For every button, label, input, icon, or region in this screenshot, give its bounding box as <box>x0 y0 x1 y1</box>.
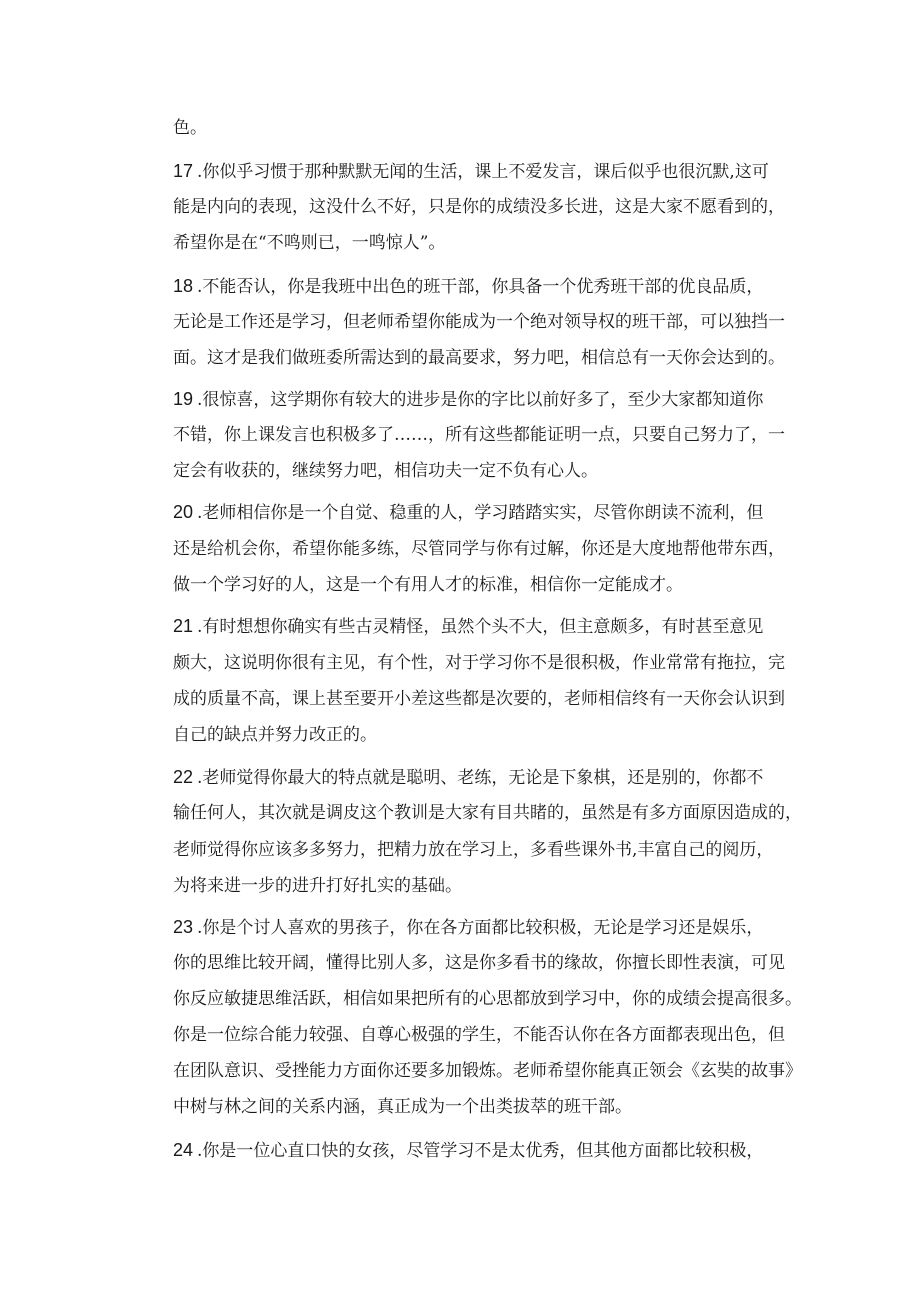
entry-21-line-3: 成的质量不高，课上甚至要开小差这些都是次要的，老师相信终有一天你会认识到 <box>173 689 785 709</box>
entry-number: 19 <box>173 389 194 409</box>
entry-17-line-1: 17 .你似乎习惯于那种默默无闻的生活，课上不爱发言，课后似乎也很沉默,这可 <box>173 161 769 182</box>
entry-number: 18 <box>173 276 194 296</box>
entry-17-line-3: 希望你是在“不鸣则已，一鸣惊人”。 <box>173 233 446 253</box>
entry-19-line-2: 不错，你上课发言也积极多了……，所有这些都能证明一点，只要自己努力了，一 <box>173 425 785 445</box>
entry-23-line-1: 23 .你是个讨人喜欢的男孩子，你在各方面都比较积极，无论是学习还是娱乐， <box>173 917 764 938</box>
entry-18-line-1: 18 .不能否认，你是我班中出色的班干部，你具备一个优秀班干部的优良品质， <box>173 276 764 297</box>
entry-23-line-4: 你是一位综合能力较强、自尊心极强的学生，不能否认你在各方面都表现出色，但 <box>173 1025 785 1045</box>
entry-24-line-1: 24 .你是一位心直口快的女孩，尽管学习不是太优秀，但其他方面都比较积极， <box>173 1140 764 1161</box>
entry-19-line-3: 定会有收获的，继续努力吧，相信功夫一定不负有心人。 <box>173 461 598 481</box>
entry-number: 23 <box>173 917 194 937</box>
entry-number: 22 <box>173 767 194 787</box>
entry-18-line-3: 面。这才是我们做班委所需达到的最高要求，努力吧，相信总有一天你会达到的。 <box>173 348 785 368</box>
entry-23-line-5: 在团队意识、受挫能力方面你还要多加锻炼。老师希望你能真正领会《玄奘的故事》 <box>173 1061 802 1081</box>
entry-22-line-4: 为将来进一步的进升打好扎实的基础。 <box>173 876 462 896</box>
entry-number: 17 <box>173 161 194 181</box>
entry-22-line-3: 老师觉得你应该多多努力，把精力放在学习上，多看些课外书,丰富自己的阅历， <box>173 840 774 860</box>
entry-23-line-3: 你反应敏捷思维活跃，相信如果把所有的心思都放到学习中，你的成绩会提高很多。 <box>173 989 802 1009</box>
lead-line: 色。 <box>173 118 207 138</box>
entry-20-line-1: 20 .老师相信你是一个自觉、稳重的人，学习踏踏实实，尽管你朗读不流利，但 <box>173 502 764 523</box>
entry-18-line-2: 无论是工作还是学习，但老师希望你能成为一个绝对领导权的班干部，可以独挡一 <box>173 312 785 332</box>
entry-21-line-1: 21 .有时想想你确实有些古灵精怪，虽然个头不大，但主意颇多，有时甚至意见 <box>173 616 764 637</box>
entry-17-line-2: 能是内向的表现，这没什么不好，只是你的成绩没多长进，这是大家不愿看到的， <box>173 197 785 217</box>
entry-number: 20 <box>173 502 194 522</box>
entry-number: 24 <box>173 1140 194 1160</box>
entry-20-line-2: 还是给机会你，希望你能多练，尽管同学与你有过解，你还是大度地帮他带东西， <box>173 539 785 559</box>
entry-number: 21 <box>173 616 194 636</box>
entry-23-line-2: 你的思维比较开阔，懂得比别人多，这是你多看书的缘故，你擅长即性表演，可见 <box>173 953 785 973</box>
entry-22-line-2: 输任何人，其次就是调皮这个教训是大家有目共睹的，虽然是有多方面原因造成的， <box>173 803 802 823</box>
entry-20-line-3: 做一个学习好的人，这是一个有用人才的标准，相信你一定能成才。 <box>173 575 683 595</box>
entry-21-line-2: 颇大，这说明你很有主见，有个性，对于学习你不是很积极，作业常常有拖拉，完 <box>173 653 785 673</box>
entry-22-line-1: 22 .老师觉得你最大的特点就是聪明、老练，无论是下象棋，还是别的，你都不 <box>173 767 764 788</box>
entry-23-line-6: 中树与林之间的关系内涵，真正成为一个出类拔萃的班干部。 <box>173 1097 632 1117</box>
entry-21-line-4: 自己的缺点并努力改正的。 <box>173 725 377 745</box>
entry-19-line-1: 19 .很惊喜，这学期你有较大的进步是你的字比以前好多了，至少大家都知道你 <box>173 389 764 410</box>
